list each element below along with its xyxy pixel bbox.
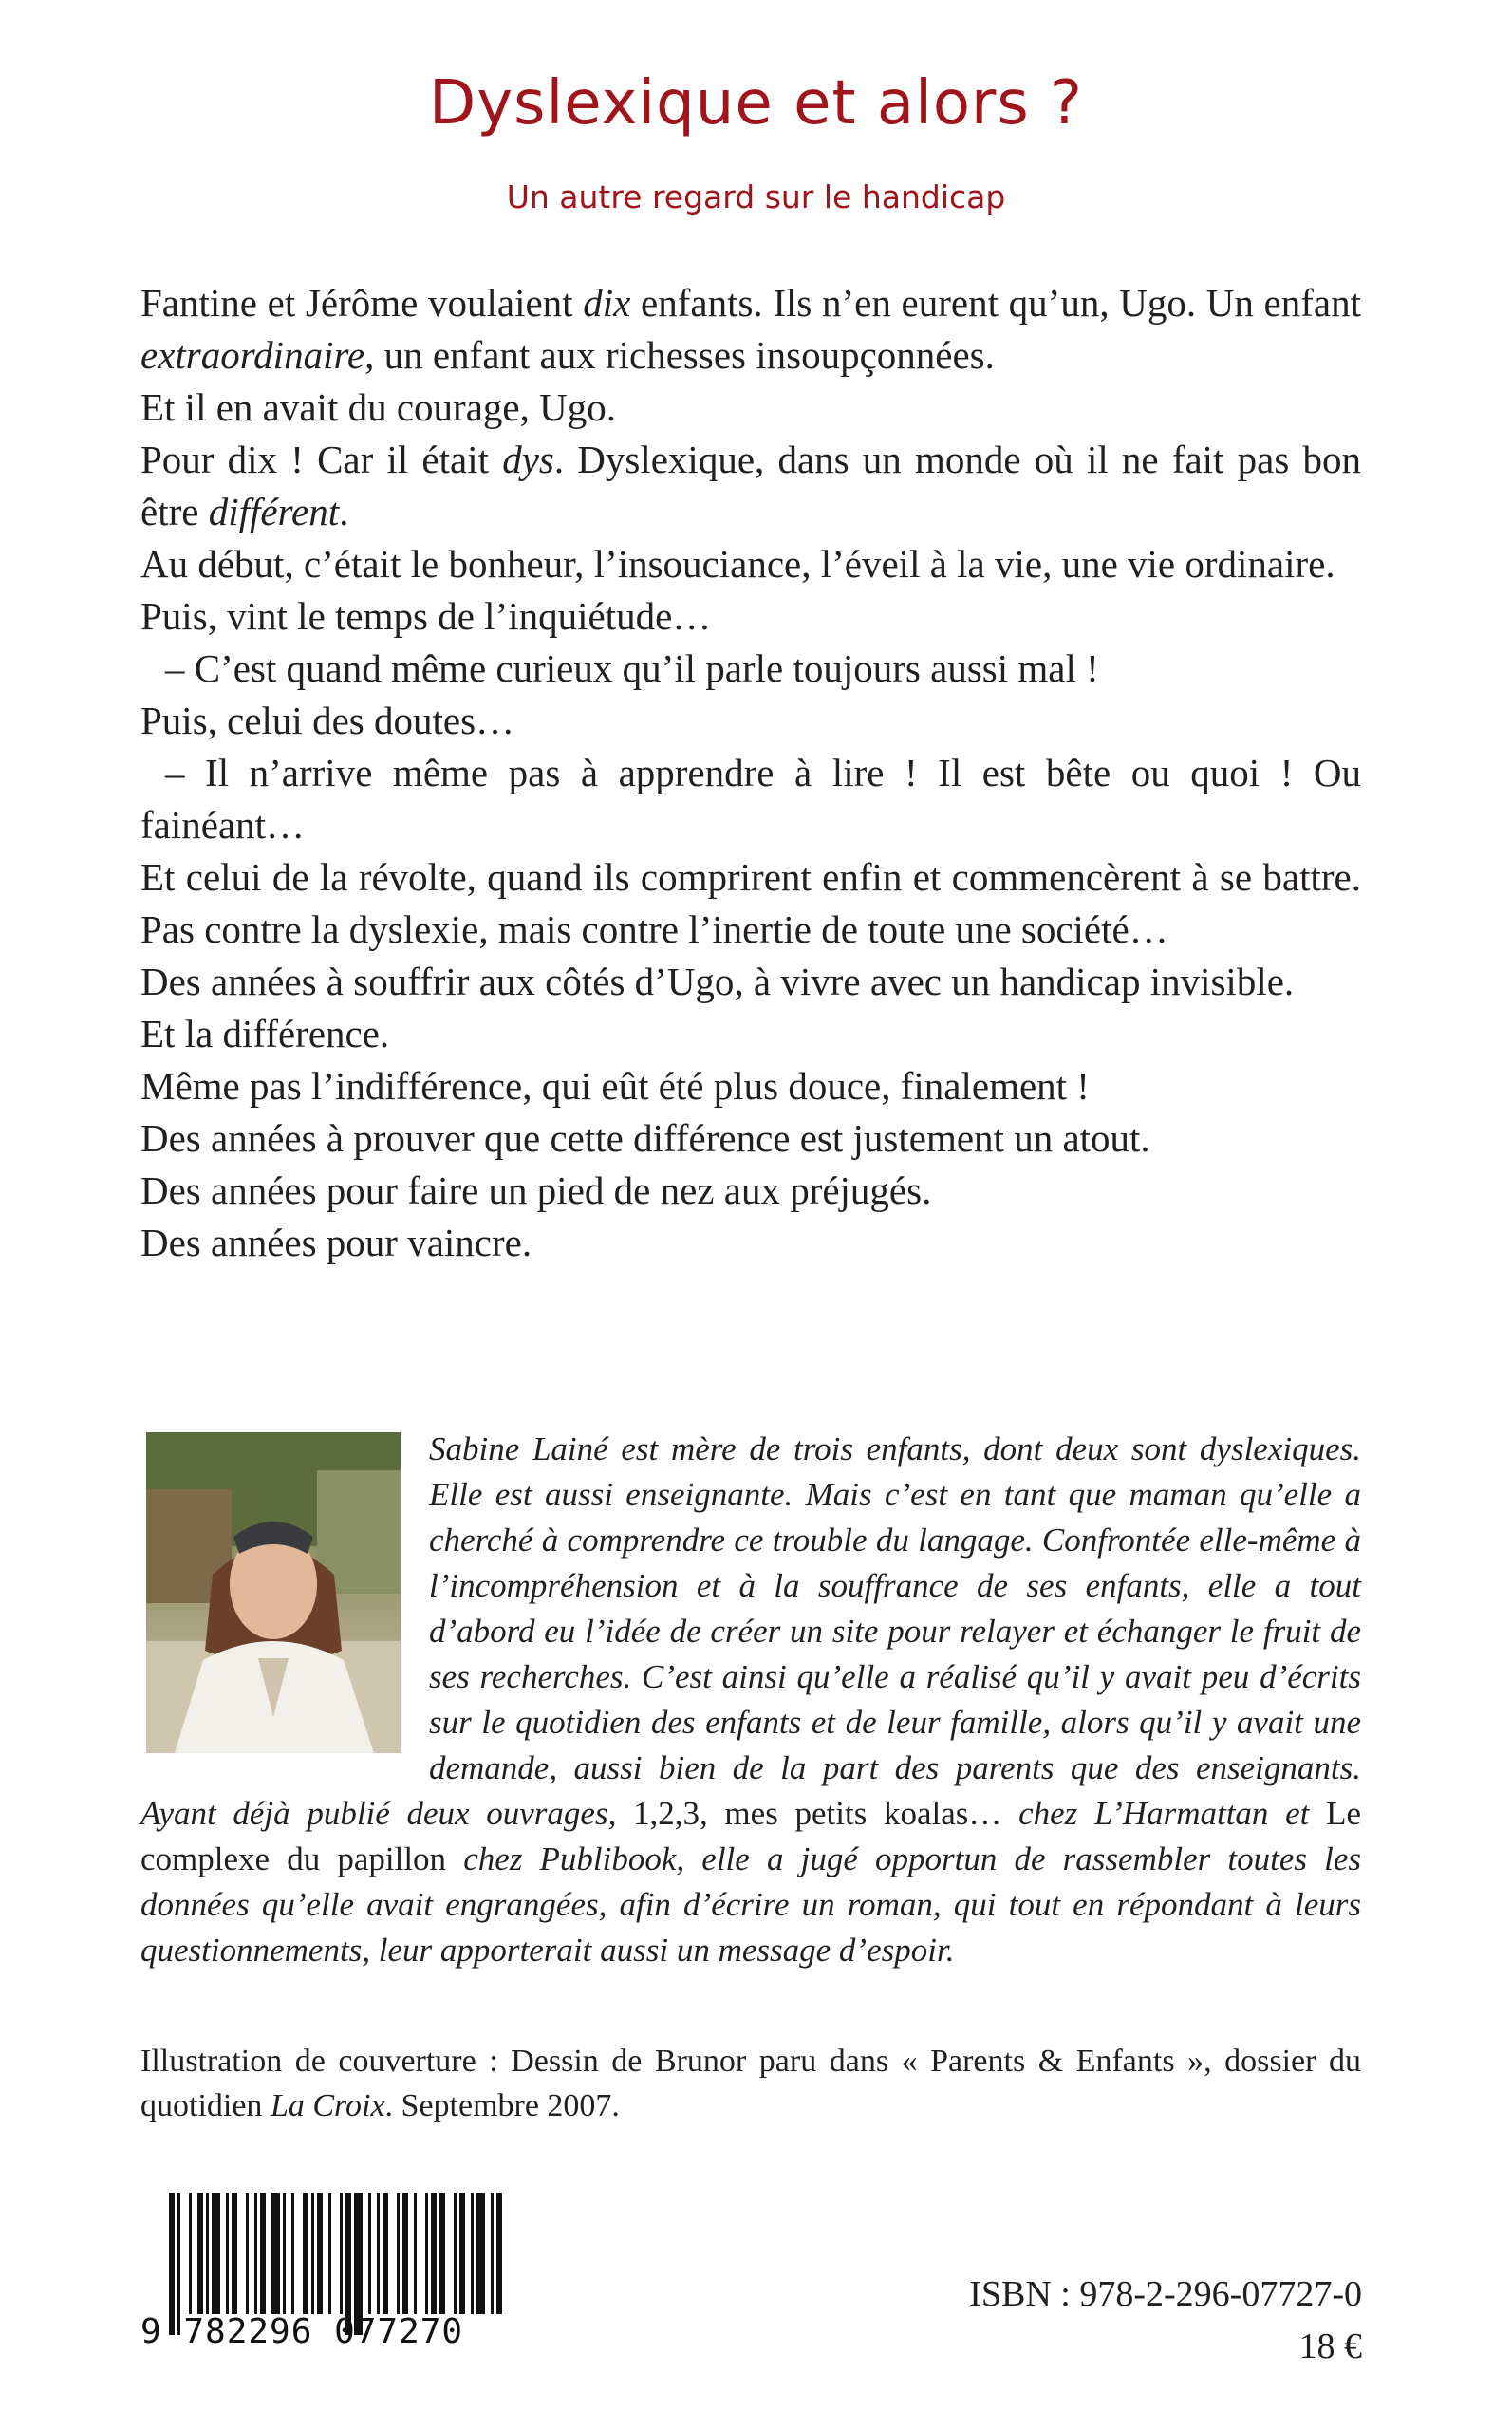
italic-run: extraordinaire [140,333,365,377]
synopsis-dialogue: – Il n’arrive même pas à apprendre à lire ! Il est bête ou quoi ! Ou fainéant… [140,751,1361,847]
barcode-bar [246,2193,249,2314]
italic-run: dix [583,281,631,325]
barcode-bar [189,2193,192,2314]
text-run: Pour dix ! Car il était [140,438,503,481]
author-bio-text: chez Publibook, elle a jugé opportun de rassembler toutes les données qu’elle avait engrangées, afin d’écrire un roman, qui tout en répondant à leurs questionnements, leur apporterait aussi un message d’espoir. [140,1840,1362,1969]
ean-barcode [140,2183,515,2387]
barcode-bar [303,2193,308,2314]
synopsis-paragraph [140,434,1361,538]
barcode-bars [140,2183,515,2387]
synopsis-paragraph: Et celui de la révolte, quand ils comprirent enfin et commencèrent à se battre. Pas contre la dyslexie, mais contre l’inertie de toute une société… [140,855,1361,951]
barcode-bar [496,2193,502,2314]
text-run: Fantine et Jérôme voulaient [140,281,584,325]
barcode-bar [459,2193,465,2314]
barcode-bar [397,2193,400,2314]
price: 18 € [1298,2326,1362,2366]
barcode-bar [377,2193,380,2314]
barcode-bar [206,2193,209,2314]
synopsis-paragraph: Puis, vint le temps de l’inquiétude… [140,594,712,638]
barcode-bar [476,2193,485,2314]
barcode-bar [439,2193,445,2314]
barcode-bar [368,2193,371,2314]
synopsis-paragraph: Au début, c’était le bonheur, l’insouciance, l’éveil à la vie, une vie ordinaire. [140,542,1335,586]
synopsis-paragraph: Et la différence. [140,1012,390,1055]
credit-newspaper: La Croix [270,2088,385,2123]
synopsis-paragraph: Des années à prouver que cette différence est justement un atout. [140,1116,1150,1160]
synopsis-dialogue: – C’est quand même curieux qu’il parle toujours aussi mal ! [165,646,1099,690]
illustration-credit [140,2039,1361,2128]
barcode-bar [425,2193,428,2314]
barcode-bar [491,2193,494,2314]
barcode-bar [317,2193,323,2314]
italic-run: différent [208,490,340,533]
barcode-bar [414,2193,417,2314]
credit-text: . Septembre 2007. [384,2088,620,2123]
credit-text: Illustration de couverture : Dessin de Brunor paru dans « Parents & Enfants », dossier du quotidien [140,2044,1361,2123]
text-run: . [339,490,349,533]
barcode-bar [271,2193,280,2314]
synopsis [140,277,1361,1269]
barcode-bar [328,2193,331,2314]
isbn: ISBN : 978-2-296-07727-0 [969,2274,1362,2314]
synopsis-paragraph: Même pas l’indifférence, qui eût été plus douce, finalement ! [140,1064,1090,1108]
barcode-bar [340,2193,343,2314]
barcode-bar [454,2193,457,2314]
barcode-bar [291,2193,294,2314]
author-bio-text: chez L’Harmattan et [1001,1795,1327,1832]
book-subtitle: Un autre regard sur le handicap [506,178,1006,215]
synopsis-paragraph: Des années pour vaincre. [140,1221,532,1264]
text-run: . Dyslexique, dans un monde où il ne fait pas bon être [140,438,1361,533]
barcode-bar [283,2193,286,2314]
italic-run: dys [502,438,554,481]
author-photo-drawing [146,1432,401,1753]
synopsis-paragraph: Puis, celui des doutes… [140,699,515,742]
barcode-bar [311,2193,314,2314]
barcode-bar [226,2193,229,2314]
text-run: enfants. Ils n’en eurent qu’un, Ugo. Un enfant [630,281,1361,325]
text-run: , un enfant aux richesses insoupçonnées. [364,333,995,377]
barcode-bar [431,2193,437,2314]
synopsis-paragraph [140,277,1361,382]
barcode-bar [383,2193,388,2314]
book-title: Dyslexique et alors ? [428,68,1084,139]
barcode-bar [212,2193,220,2314]
barcode-bar [197,2193,203,2314]
author-bio [140,1427,1361,1973]
synopsis-paragraph: Des années à souffrir aux côtés d’Ugo, à vivre avec un handicap invisible. [140,960,1295,1003]
barcode-bar [260,2193,266,2314]
barcode-bar [471,2193,474,2314]
author-bio-text: Sabine Lainé est mère de trois enfants, dont deux sont dyslexiques. Elle est aussi enseignante. Mais c’est en tant que maman qu’elle a cherché à comprendre ce trouble du langage. Confrontée elle-même à l’incompréhension et à la souffrance de ses enfants, elle a tout d’abord eu l’idée de créer un site pour relayer et échanger le fruit de ses recherches. C’est ainsi qu’elle a réalisé qu’il y avait peu d’écrits sur le quotidien des enfants et de leur famille, alors qu’il y avait une demande, aussi bien de la part des parents que des enseignants. Ayant déjà publié deux ouvrages, [140,1430,1361,1832]
book-title-koalas: 1,2,3, mes petits koalas… [633,1795,1002,1832]
barcode-digits: 9 782296 077270 [140,2312,464,2351]
barcode-bar [402,2193,408,2314]
synopsis-paragraph: Des années pour faire un pied de nez aux préjugés. [140,1168,932,1212]
book-title-papillon: Le complexe du papillon [140,1795,1361,1877]
barcode-bar [254,2193,257,2314]
author-photo [146,1432,401,1753]
synopsis-paragraph: Et il en avait du courage, Ugo. [140,385,616,429]
barcode-bar [232,2193,237,2314]
